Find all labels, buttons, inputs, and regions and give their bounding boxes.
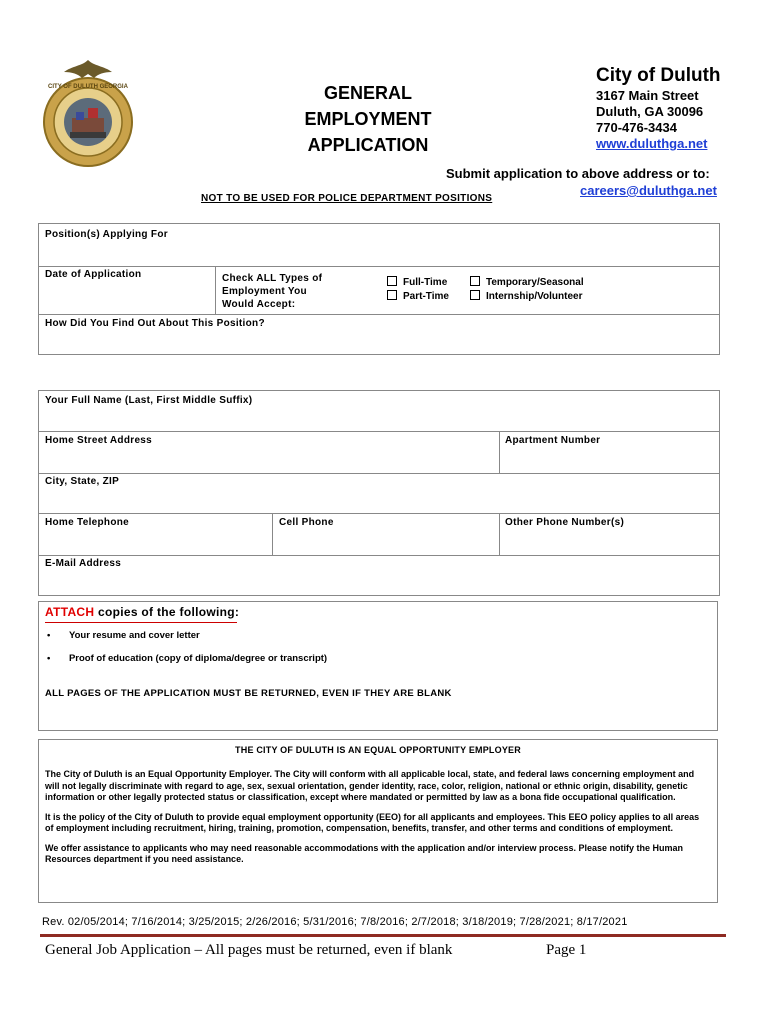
list-item — [47, 653, 327, 664]
checkbox-icon[interactable] — [387, 290, 397, 300]
other-phone-label: Other Phone Number(s) — [505, 517, 625, 528]
city-seal-icon — [42, 58, 134, 168]
eeo-paragraph-2: It is the policy of the City of Duluth to provide equal employment opportunity (EEO) for all applicants and employees. This EEO policy applies to all areas of employment including recruitment, hiring, training, promotion, compensation, benefits, transfer, and other terms and conditions of employment. — [45, 811, 700, 833]
eeo-heading: THE CITY OF DULUTH IS AN EQUAL OPPORTUNITY EMPLOYER — [235, 745, 521, 755]
all-pages-notice: ALL PAGES OF THE APPLICATION MUST BE RETURNED, EVEN IF THEY ARE BLANK — [45, 688, 452, 699]
part-time-label: Part-Time — [403, 291, 449, 302]
home-address-field[interactable] — [47, 449, 487, 471]
eeo-paragraph-1: The City of Duluth is an Equal Opportunity Employer. The City will conform with all applicable local, state, and federal laws concerning employment and will not legally discriminate with regard to age, sex, sexual orientation, gender identity, race, color, religion, national or ethnic origin, disability, genetic information or other legally protected status or classification, except where mandated or permitted by law as a bona fide occupational qualification. — [45, 769, 695, 802]
city-state-zip-label: City, State, ZIP — [45, 476, 120, 487]
cell-phone-label: Cell Phone — [279, 517, 334, 528]
home-phone-label: Home Telephone — [45, 517, 130, 528]
internship-label: Internship/Volunteer — [486, 291, 583, 302]
internship-option[interactable] — [470, 290, 583, 304]
employment-types-line-1: Check ALL Types of — [222, 273, 323, 284]
attach-item-text: Proof of education (copy of diploma/degree or transcript) — [68, 653, 328, 664]
date-label: Date of Application — [45, 269, 142, 280]
not-police-notice: NOT TO BE USED FOR POLICE DEPARTMENT POSITIONS — [201, 193, 493, 204]
submit-instructions: Submit application to above address or to: — [446, 166, 710, 181]
positions-field[interactable] — [47, 244, 707, 264]
personal-info-section — [38, 390, 720, 596]
title-line-2: EMPLOYMENT — [304, 109, 432, 129]
temporary-option[interactable] — [470, 276, 584, 290]
attach-section — [38, 601, 718, 731]
bullet-icon: • — [47, 653, 51, 664]
attach-title — [45, 605, 239, 619]
checkbox-icon[interactable] — [387, 276, 397, 286]
positions-label: Position(s) Applying For — [45, 229, 168, 240]
employment-types-line-2: Employment You — [222, 286, 307, 297]
careers-email-link[interactable]: careers@duluthga.net — [580, 183, 717, 198]
full-name-field[interactable] — [47, 409, 707, 429]
city-state-zip: Duluth, GA 30096 — [596, 104, 704, 119]
home-phone-field[interactable] — [47, 531, 267, 553]
temporary-label: Temporary/Seasonal — [486, 277, 584, 288]
checkbox-icon[interactable] — [470, 276, 480, 286]
attach-title-rest: copies of the following: — [94, 605, 240, 619]
street-address: 3167 Main Street — [596, 88, 699, 103]
eeo-paragraph-3: We offer assistance to applicants who may need reasonable accommodations with the application and/or interview process. Please notify the Human Resources department if you need assistance. — [45, 842, 683, 864]
city-address-block — [596, 64, 746, 152]
title-line-1: GENERAL — [323, 83, 412, 103]
page-title — [298, 80, 438, 158]
full-name-label: Your Full Name (Last, First Middle Suffix) — [45, 395, 253, 406]
bullet-icon: • — [47, 630, 51, 641]
apartment-label: Apartment Number — [505, 435, 601, 446]
list-item — [47, 630, 200, 641]
date-field[interactable] — [45, 284, 205, 310]
how-found-field[interactable] — [47, 332, 707, 352]
revision-dates: Rev. 02/05/2014; 7/16/2014; 3/25/2015; 2/26/2016; 5/31/2016; 7/8/2016; 2/7/2018; 3/18/2019; 7/28/2021; 8/17/2021 — [42, 916, 628, 928]
employment-types-label — [222, 272, 322, 311]
full-time-label: Full-Time — [403, 277, 448, 288]
other-phone-field[interactable] — [505, 531, 705, 553]
footer-divider — [40, 934, 726, 937]
cell-phone-field[interactable] — [279, 531, 494, 553]
employment-types-line-3: Would Accept: — [222, 299, 296, 310]
position-section — [38, 223, 720, 355]
website-link[interactable]: www.duluthga.net — [596, 136, 708, 151]
full-time-option[interactable] — [387, 276, 447, 290]
title-line-3: APPLICATION — [307, 135, 429, 155]
email-label: E-Mail Address — [45, 558, 122, 569]
apartment-field[interactable] — [505, 449, 705, 471]
how-found-label: How Did You Find Out About This Position? — [45, 318, 265, 329]
part-time-option[interactable] — [387, 290, 449, 304]
seal-text: CITY OF DULUTH GEORGIA — [48, 84, 128, 90]
eeo-section — [38, 739, 718, 903]
attach-item-text: Your resume and cover letter — [68, 630, 200, 641]
city-name: City of Duluth — [596, 65, 721, 86]
email-field[interactable] — [47, 572, 707, 592]
checkbox-icon[interactable] — [470, 290, 480, 300]
city-state-zip-field[interactable] — [47, 490, 707, 510]
home-address-label: Home Street Address — [45, 435, 153, 446]
footer-text: General Job Application – All pages must be returned, even if blank — [45, 942, 453, 958]
city-phone: 770-476-3434 — [596, 120, 677, 135]
attach-keyword: ATTACH — [45, 605, 95, 619]
page-number: Page 1 — [546, 942, 587, 958]
